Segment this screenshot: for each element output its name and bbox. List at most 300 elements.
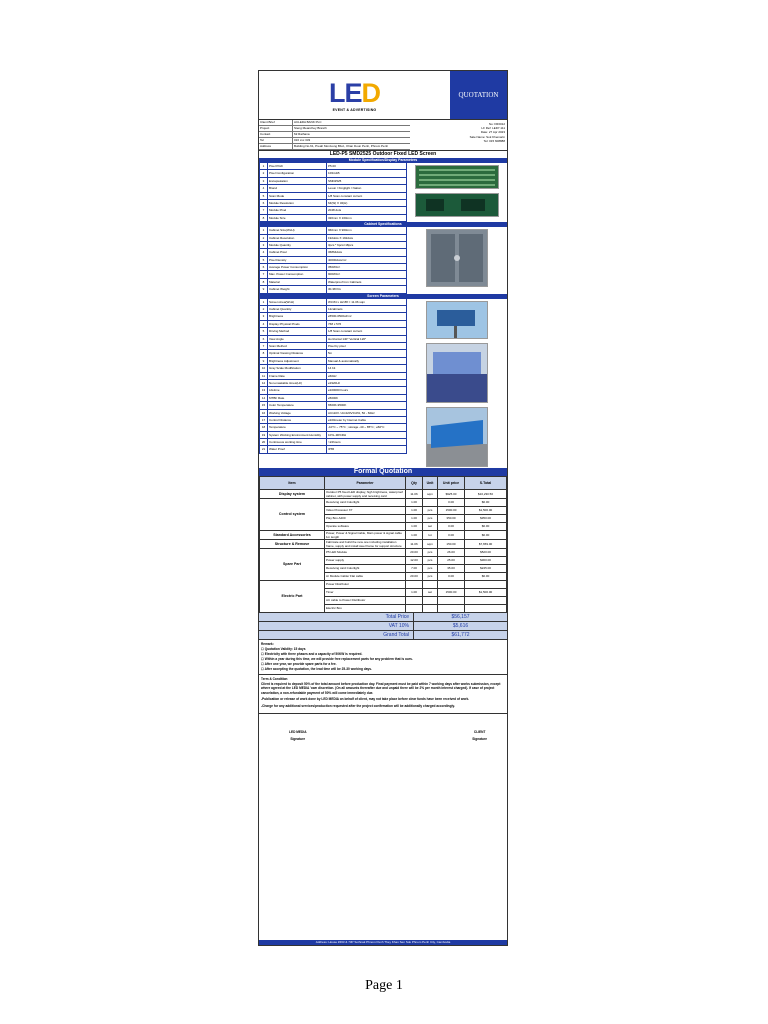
cabinet-image xyxy=(426,229,488,287)
spec-name: Water Proof xyxy=(268,446,327,452)
spec-row xyxy=(259,432,407,439)
led-media-signature xyxy=(289,730,307,756)
spec-value: 320mm X 160mm xyxy=(327,215,407,221)
quotation-unit-price: 1500.00 xyxy=(438,506,465,514)
spec-number: 7 xyxy=(259,207,268,213)
quotation-unit-price: 25.00 xyxy=(438,556,465,564)
quotation-subtotal: $350.00 xyxy=(465,514,507,522)
spec-number: 3 xyxy=(259,242,268,248)
spec-value: 36864dots xyxy=(327,249,407,255)
quotation-qty: 1.00 xyxy=(406,506,423,514)
quotation-unit-price: 35.00 xyxy=(438,564,465,572)
spec-value: 5m xyxy=(327,350,407,356)
quotation-subtotal xyxy=(465,596,507,604)
spec-name: Cabinet Pixel xyxy=(268,249,327,255)
spec-row xyxy=(259,313,407,320)
spec-value: ≥100meter by Internet Cable xyxy=(327,417,407,423)
logo-mark xyxy=(329,79,380,107)
quotation-item: Electric Part xyxy=(260,580,325,612)
spec-name: Control Distance xyxy=(268,417,327,423)
spec-number: 4 xyxy=(259,321,268,327)
company-logo xyxy=(259,71,450,119)
total-label: VAT 10% xyxy=(388,622,409,629)
spec-number: 3 xyxy=(259,313,268,319)
total-label: Total Price xyxy=(385,613,409,620)
quotation-parameter: AC cable to Power Distributor xyxy=(325,596,406,604)
quotation-unit-price: 0.00 xyxy=(438,522,465,530)
terms-title: Term & Condition xyxy=(261,676,288,681)
remark-line: ☐ Quotation Validity: 15 days xyxy=(261,646,306,651)
spec-row xyxy=(259,163,407,170)
quotation-item: Display system xyxy=(260,489,325,498)
quotation-unit-price: 150.00 xyxy=(438,539,465,548)
spec-row xyxy=(259,299,407,306)
total-row xyxy=(259,622,507,631)
spec-value: 10%~90%RH xyxy=(327,432,407,438)
client-info xyxy=(259,120,507,151)
spec-name: Pixel Configuration xyxy=(268,170,327,176)
spec-row xyxy=(259,235,407,242)
spec-number: 6 xyxy=(259,200,268,206)
quotation-unit: pcs xyxy=(423,506,438,514)
quotation-unit: sqm xyxy=(423,489,438,498)
client-info-value: ACLEDA BANK PLC xyxy=(294,120,322,124)
quotation-subtotal: $245.00 xyxy=(465,564,507,572)
module-images xyxy=(407,163,507,222)
quotation-parameter: Fabricate and build the new one including installation frame, supply and install steel frame for support structure xyxy=(325,539,406,548)
client-info-key: Contact xyxy=(259,132,293,137)
spec-row xyxy=(259,193,407,200)
spec-value: 1/8 Scan constant current xyxy=(327,193,407,199)
screen-spec-table xyxy=(259,299,407,467)
quotation-unit: set xyxy=(423,588,438,596)
installation-photo-2 xyxy=(426,343,488,403)
quotation-subtotal xyxy=(465,604,507,612)
spec-number: 6 xyxy=(259,336,268,342)
spec-number: 2 xyxy=(259,306,268,312)
spec-number: 1 xyxy=(259,227,268,233)
document-header xyxy=(259,71,507,120)
spec-number: 4 xyxy=(259,185,268,191)
spec-name: Module Pixel xyxy=(268,207,327,213)
quotation-reference-line: Sale Name: Sok Khemarin xyxy=(469,134,505,139)
quotation-parameter: Outdoor P5 fixed LED display, high brightness, waterproof cabinet, with power supply and receiving card xyxy=(325,489,406,498)
quotation-qty: 1.00 xyxy=(406,522,423,530)
spec-value: -10°C ~ 75°C ; storage -40 ~ 85°C ; ≥60°C xyxy=(327,424,407,430)
installation-photo-3 xyxy=(426,407,488,467)
screen-section-title: Screen Parameters xyxy=(259,294,507,299)
spec-name: Optimal Viewing Distance xyxy=(268,350,327,356)
remark-line: ☐ Electricity with three phases and a capacity of 50KW is required. xyxy=(261,651,363,656)
spec-row xyxy=(259,170,407,177)
signature-section xyxy=(259,714,507,756)
quotation-row xyxy=(260,539,507,548)
spec-value: W3.84 x H2.88 = 11.06 sqm xyxy=(327,299,407,305)
spec-value: P5.00 xyxy=(327,163,407,169)
quotation-table xyxy=(259,476,507,613)
spec-row xyxy=(259,279,407,286)
quotation-item: Spare Part xyxy=(260,548,325,580)
spec-name: Non-maskable times(Hz) xyxy=(268,380,327,386)
spec-number: 4 xyxy=(259,249,268,255)
spec-name: Screen Area(WxH) xyxy=(268,299,327,305)
spec-number: 8 xyxy=(259,279,268,285)
spec-number: 9 xyxy=(259,358,268,364)
remarks-title: Remark: xyxy=(261,641,274,646)
spec-name: Cabinet Size(WxH) xyxy=(268,227,327,233)
module-spec-table xyxy=(259,163,407,222)
client-info-row xyxy=(259,144,410,150)
spec-name: Frame Rate xyxy=(268,373,327,379)
quotation-subtotal xyxy=(465,580,507,588)
spec-number: 18 xyxy=(259,424,268,430)
spec-name: Pixel Pitch xyxy=(268,163,327,169)
spec-number: 16 xyxy=(259,410,268,416)
spec-name: Pixel Density xyxy=(268,257,327,263)
quotation-subtotal: $10,230.50 xyxy=(465,489,507,498)
spec-number: 5 xyxy=(259,328,268,334)
spec-row xyxy=(259,417,407,424)
quotation-qty: 1.00 xyxy=(406,588,423,596)
quotation-qty: 1.00 xyxy=(406,530,423,539)
spec-value: Pixel by pixel xyxy=(327,343,407,349)
totals-section xyxy=(259,613,507,640)
quotation-unit: pcs xyxy=(423,556,438,564)
quotation-unit-price xyxy=(438,580,465,588)
quotation-subtotal: $0.00 xyxy=(465,572,507,580)
quotation-qty: 20.00 xyxy=(406,572,423,580)
quotation-reference-line: Date: 27 Apr 2023 xyxy=(480,130,505,135)
logo-text-accent: D xyxy=(361,77,380,108)
col-item: Item xyxy=(260,476,325,489)
spec-row xyxy=(259,328,407,335)
spec-name: Cabinet Quantity xyxy=(268,306,327,312)
spec-value: >24hours xyxy=(327,439,407,445)
quotation-parameter: Video Processor X7 xyxy=(325,506,406,514)
spec-value: 192dots X 192dots xyxy=(327,235,407,241)
spec-number: 13 xyxy=(259,387,268,393)
spec-value: 3pcs * 6pcs=18pcs xyxy=(327,242,407,248)
spec-number: 8 xyxy=(259,350,268,356)
spec-name: Module Size xyxy=(268,215,327,221)
spec-value: SMD2525 xyxy=(327,178,407,184)
spec-number: 11 xyxy=(259,373,268,379)
spec-number: 20 xyxy=(259,439,268,445)
quotation-subtotal: $520.00 xyxy=(465,548,507,556)
spec-row xyxy=(259,200,407,207)
terms-line: -Charge for any additional services/production requested after the project confirmation will be additionally charged accordingly. xyxy=(261,704,455,709)
remark-line: ☐ Within a year during this time, we will provide free replacement parts for any problem that is ours. xyxy=(261,656,413,661)
spec-name: Brightness Adjustment xyxy=(268,358,327,364)
screen-section xyxy=(259,299,507,467)
quotation-row xyxy=(260,580,507,588)
spec-row xyxy=(259,306,407,313)
spec-name: Temperature xyxy=(268,424,327,430)
quotation-unit-price xyxy=(438,604,465,612)
quotation-unit-price: 26.00 xyxy=(438,548,465,556)
quotation-unit: pcs xyxy=(423,548,438,556)
client-info-value: 016 xxx 333 xyxy=(294,138,311,142)
quotation-unit: pcs xyxy=(423,572,438,580)
logo-subtitle: EVENT & ADVERTISING xyxy=(332,107,377,112)
total-value: $56,157 xyxy=(413,613,507,621)
spec-number: 6 xyxy=(259,264,268,270)
spec-number: 2 xyxy=(259,235,268,241)
spec-name: Display Physical Pixels xyxy=(268,321,327,327)
quotation-parameter: Electric Box xyxy=(325,604,406,612)
client-signature xyxy=(472,730,487,756)
spec-value: 960mm X 960mm xyxy=(327,227,407,233)
spec-row xyxy=(259,402,407,409)
quotation-reference xyxy=(410,120,507,150)
quotation-qty: 7.00 xyxy=(406,564,423,572)
quotation-row xyxy=(260,548,507,556)
quotation-unit-price xyxy=(438,596,465,604)
quotation-qty: 11.06 xyxy=(406,489,423,498)
document-footer: Address: House #463 & 73P Sothnak Phnom Penh They Khan Sen Sok Phnom Penh City, Cambodia xyxy=(259,940,507,945)
spec-value: ≥60Hz xyxy=(327,373,407,379)
spec-number: 15 xyxy=(259,402,268,408)
terms-section xyxy=(259,675,507,714)
spec-number: 7 xyxy=(259,343,268,349)
quotation-parameter: Ar Module Cable/ Flat cable xyxy=(325,572,406,580)
spec-number: 17 xyxy=(259,417,268,423)
quotation-reference-line: Tel: 015 608888 xyxy=(483,138,505,143)
spec-value: 64(W) X 32(H) xyxy=(327,200,407,206)
cabinet-spec-table xyxy=(259,227,407,294)
spec-name: Module Resolution xyxy=(268,200,327,206)
spec-row xyxy=(259,271,407,278)
quotation-parameter: Play Box A200 xyxy=(325,514,406,522)
product-title: LED-P5 SMD2525 Outdoor Fixed LED Screen xyxy=(329,151,437,157)
quotation-unit: sqm xyxy=(423,539,438,548)
led-module-front-image xyxy=(415,165,499,189)
spec-number: 5 xyxy=(259,257,268,263)
spec-row xyxy=(259,249,407,256)
spec-name: Encapsulation xyxy=(268,178,327,184)
total-label: Grand Total xyxy=(383,631,409,638)
quotation-qty: 1.00 xyxy=(406,498,423,506)
spec-name: Scan Mode xyxy=(268,193,327,199)
spec-row xyxy=(259,350,407,357)
spec-row xyxy=(259,336,407,343)
cabinet-section-title: Cabinet Specifications xyxy=(259,222,507,227)
led-media-name: LED MEDIA xyxy=(289,729,307,734)
spec-value: AC110V / AC220V±10%, 50 - 60Hz xyxy=(327,410,407,416)
quotation-unit: lot xyxy=(423,530,438,539)
spec-value: ≥1920Hz xyxy=(327,380,407,386)
spec-name: Driving Method xyxy=(268,328,327,334)
spec-value: 1/8 Scan constant current xyxy=(327,328,407,334)
client-info-key: Client Brief xyxy=(259,120,293,125)
quotation-unit-price: 0.00 xyxy=(438,572,465,580)
spec-number: 19 xyxy=(259,432,268,438)
spec-value: 6500K-9500K xyxy=(327,402,407,408)
quotation-unit xyxy=(423,596,438,604)
quotation-qty: 1.00 xyxy=(406,514,423,522)
spec-name: Lifetime xyxy=(268,387,327,393)
spec-value: 30-38 KG xyxy=(327,286,407,292)
spec-value: Lesun / Kinglight / Nation xyxy=(327,185,407,191)
logo-text-main: LE xyxy=(328,77,362,108)
spec-value: 12cabinets xyxy=(327,306,407,312)
spec-value: ≥100000 hours xyxy=(327,387,407,393)
spec-number: 5 xyxy=(259,193,268,199)
quotation-subtotal: $300.00 xyxy=(465,556,507,564)
spec-value: 1R1G1B xyxy=(327,170,407,176)
terms-line: -Publication or release of work done by LED MEDIA on behalf of client, may not take place before clear funds have been received of work. xyxy=(261,697,470,702)
spec-row xyxy=(259,358,407,365)
spec-value: Manual & automatically xyxy=(327,358,407,364)
spec-row xyxy=(259,321,407,328)
spec-number: 9 xyxy=(259,286,268,292)
quotation-subtotal: $0.00 xyxy=(465,530,507,539)
spec-number: 8 xyxy=(259,215,268,221)
spec-value: Horizontal 140° Vertical 120° xyxy=(327,336,407,342)
client-signature-label: Signature xyxy=(472,736,487,741)
formal-quotation-title: Formal Quotation xyxy=(259,468,507,476)
total-row xyxy=(259,631,507,640)
remark-line: ☐ After accepting the quotation, the lead time will be 25-30 working days. xyxy=(261,666,372,671)
spec-value: 14 bit xyxy=(327,365,407,371)
quotation-row xyxy=(260,530,507,539)
client-info-key: Address xyxy=(259,144,293,149)
spec-value: Waterproof Iron Cabinets xyxy=(327,279,407,285)
spec-name: Working Voltage xyxy=(268,410,327,416)
spec-number: 10 xyxy=(259,365,268,371)
remark-line: ☐ After one year, we provide spare parts for a fee. xyxy=(261,661,337,666)
quotation-parameter: Operate software xyxy=(325,522,406,530)
quotation-reference-line: No: FR0012 xyxy=(488,122,505,126)
spec-value: 768 x 576 xyxy=(327,321,407,327)
spec-row xyxy=(259,424,407,431)
quotation-qty xyxy=(406,604,423,612)
quotation-unit xyxy=(423,498,438,506)
spec-row xyxy=(259,365,407,372)
module-section xyxy=(259,163,507,222)
module-section-title: Module Specification/Display Parameters xyxy=(259,158,507,163)
spec-name: Scan Method xyxy=(268,343,327,349)
spec-name: Max. Power Consumption xyxy=(268,271,327,277)
cabinet-section xyxy=(259,227,507,294)
spec-number: 1 xyxy=(259,299,268,305)
quotation-item: Structure & Remove xyxy=(260,539,325,548)
spec-number: 21 xyxy=(259,446,268,452)
quotation-subtotal: $7,659.00 xyxy=(465,539,507,548)
spec-value: 2048 dots xyxy=(327,207,407,213)
spec-row xyxy=(259,264,407,271)
col-parameter: Parameter xyxy=(325,476,406,489)
col-subtotal: S.Total xyxy=(465,476,507,489)
quotation-unit: pcs xyxy=(423,514,438,522)
spec-row xyxy=(259,242,407,249)
quotation-qty: 20.00 xyxy=(406,548,423,556)
total-value: $5,616 xyxy=(413,622,507,630)
spec-row xyxy=(259,178,407,185)
col-unit: Unit xyxy=(423,476,438,489)
spec-name: Material xyxy=(268,279,327,285)
spec-name: Brightness xyxy=(268,313,327,319)
spec-number: 2 xyxy=(259,170,268,176)
quotation-unit-price: 350.00 xyxy=(438,514,465,522)
spec-name: Cabinet Resolution xyxy=(268,235,327,241)
spec-number: 1 xyxy=(259,163,268,169)
quotation-parameter: Receiving card Colorlight xyxy=(325,564,406,572)
spec-name: Continuous working time xyxy=(268,439,327,445)
quotation-unit-price: 0.00 xyxy=(438,530,465,539)
spec-value: 350W/m² xyxy=(327,264,407,270)
document-type-label: QUOTATION xyxy=(450,71,507,119)
quotation-unit: set xyxy=(423,522,438,530)
client-name: CLIENT xyxy=(473,729,486,734)
page-number: Page 1 xyxy=(365,978,403,993)
installation-photo-1 xyxy=(426,301,488,339)
quotation-subtotal: $1,500.00 xyxy=(465,506,507,514)
spec-value: 900W/m² xyxy=(327,271,407,277)
quotation-qty: 12.00 xyxy=(406,556,423,564)
spec-name: Brand xyxy=(268,185,327,191)
spec-name: Average Power Consumption xyxy=(268,264,327,270)
spec-row xyxy=(259,343,407,350)
spec-name: View Angle xyxy=(268,336,327,342)
client-info-key: Tel xyxy=(259,138,293,143)
spec-row xyxy=(259,227,407,234)
spec-number: 3 xyxy=(259,178,268,184)
cabinet-images xyxy=(407,227,507,294)
quotation-row xyxy=(260,498,507,506)
client-info-key: Project xyxy=(259,126,293,131)
spec-name: System Working Environment Humidity xyxy=(268,432,327,438)
quotation-item: Standard Accessories xyxy=(260,530,325,539)
spec-number: 12 xyxy=(259,380,268,386)
spec-number: 14 xyxy=(259,395,268,401)
installation-images xyxy=(407,299,507,467)
spec-row xyxy=(259,387,407,394)
client-info-value: Steng Meanchey Branch xyxy=(294,126,327,130)
spec-name: MTBF Rate xyxy=(268,395,327,401)
quotation-parameter: Timer xyxy=(325,588,406,596)
quotation-reference-line: LF Ref: LED7.111 xyxy=(481,126,505,131)
quotation-table-header xyxy=(260,476,507,489)
spec-value: ≥5000h xyxy=(327,395,407,401)
total-value: $61,772 xyxy=(413,631,507,639)
led-media-signature-label: Signature xyxy=(290,736,306,741)
spec-row xyxy=(259,380,407,387)
quotation-parameter: Receiving card Colorlight xyxy=(325,498,406,506)
quotation-subtotal: $0.00 xyxy=(465,498,507,506)
quotation-parameter: Power Distributor xyxy=(325,580,406,588)
spec-value: IP65 xyxy=(327,446,407,452)
spec-row xyxy=(259,215,407,222)
quotation-document xyxy=(258,70,508,946)
led-module-back-image xyxy=(415,193,499,217)
quotation-parameter: P5 LED Module xyxy=(325,548,406,556)
spec-value: 40000dots/m² xyxy=(327,257,407,263)
col-qty: Qty xyxy=(406,476,423,489)
spec-row xyxy=(259,446,407,453)
client-info-value: Mr.Rathana xyxy=(294,132,310,136)
total-row xyxy=(259,613,507,622)
quotation-unit xyxy=(423,580,438,588)
spec-name: Cabinet Weight xyxy=(268,286,327,292)
spec-name: Module Quantity xyxy=(268,242,327,248)
quotation-qty xyxy=(406,596,423,604)
quotation-unit: pcs xyxy=(423,564,438,572)
col-unit-price: Unit price xyxy=(438,476,465,489)
quotation-qty: 11.06 xyxy=(406,539,423,548)
quotation-parameter: Power supply xyxy=(325,556,406,564)
spec-value: ≥5500-6500cd/m² xyxy=(327,313,407,319)
